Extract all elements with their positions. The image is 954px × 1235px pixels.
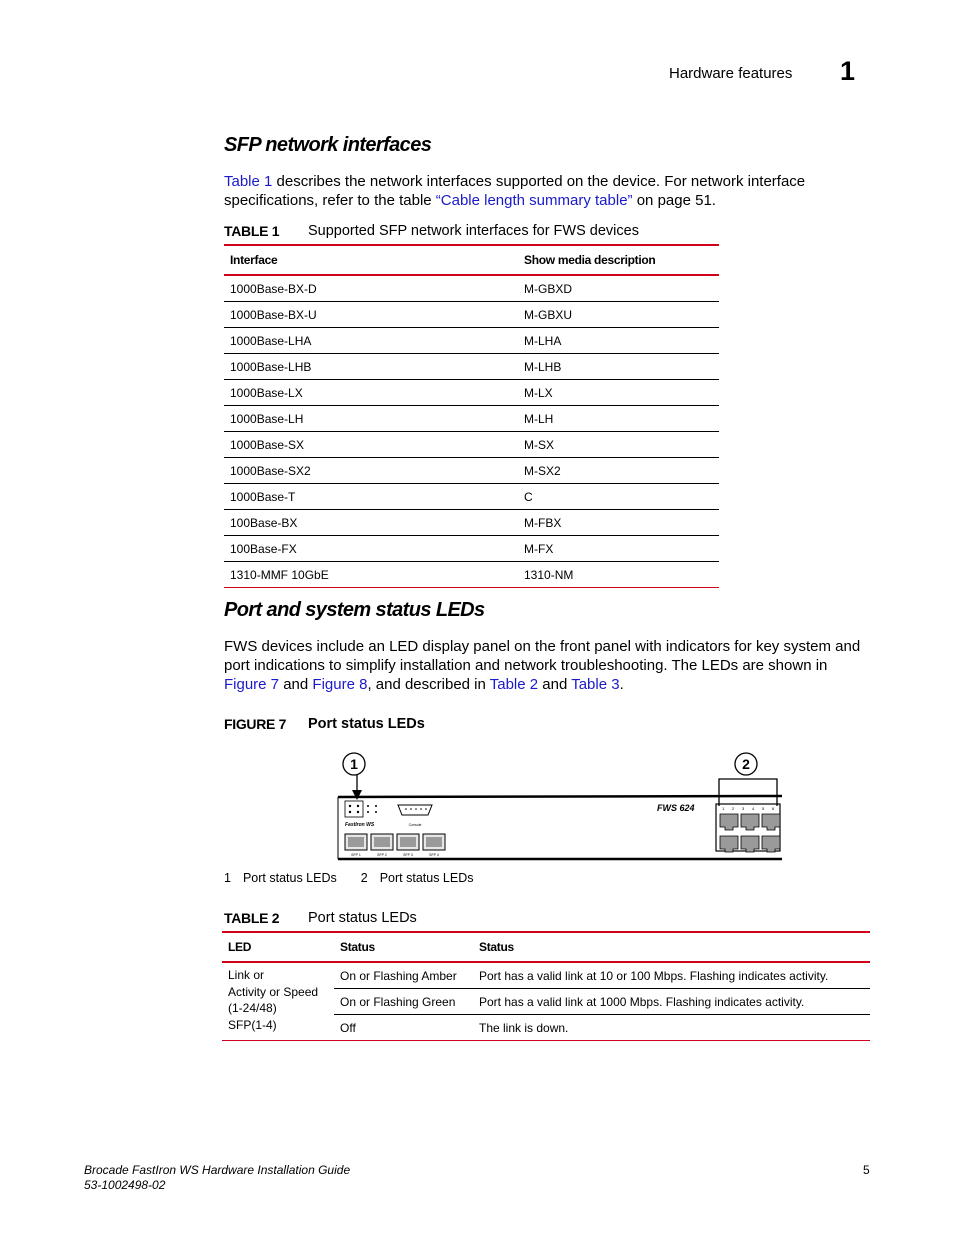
port-number-label: 4 xyxy=(752,806,755,811)
sfp-port-label: SFP 4 xyxy=(429,853,439,857)
sfp-port-label: SFP 3 xyxy=(403,853,413,857)
port-number-label: 5 xyxy=(762,806,765,811)
port-number-label: 6 xyxy=(772,806,775,811)
port-status-leds-figure xyxy=(330,748,790,864)
callout-1 xyxy=(343,753,365,800)
callout-2 xyxy=(719,753,777,806)
sfp-port-label: SFP 1 xyxy=(351,853,361,857)
figure-7-link[interactable]: Figure 7 xyxy=(224,676,280,693)
figure-legend: 1 Port status LEDs 2 Port status LEDs xyxy=(224,871,474,885)
figure-7-label: FIGURE 7 xyxy=(224,716,287,732)
table-cell: M-GBXD xyxy=(518,275,719,302)
sfp-ports xyxy=(345,834,445,857)
footer-title: Brocade FastIron WS Hardware Installation Guide xyxy=(84,1163,351,1177)
table-cell: M-FBX xyxy=(518,510,719,536)
running-header: Hardware features xyxy=(669,65,793,82)
rj45-port xyxy=(762,836,780,852)
table-cell: On or Flashing Green xyxy=(334,989,473,1015)
rj45-port xyxy=(741,836,759,852)
table-cell: 1000Base-T xyxy=(224,484,518,510)
table-row xyxy=(224,302,719,328)
led-cell: Link or Activity or Speed (1-24/48) SFP(1-4) xyxy=(228,968,319,1032)
figure-8-link[interactable]: Figure 8 xyxy=(312,676,368,693)
table-cell: On or Flashing Amber xyxy=(334,962,473,989)
column-header: Status xyxy=(473,932,870,962)
port-status-leds-table xyxy=(222,931,870,1041)
cable-length-link[interactable]: “Cable length summary table” xyxy=(435,192,633,209)
table-cell: 1000Base-BX-D xyxy=(224,275,518,302)
rj45-port xyxy=(720,836,738,852)
table-cell: 1000Base-LX xyxy=(224,380,518,406)
table-cell: Port has a valid link at 10 or 100 Mbps. Flashing indicates activity. xyxy=(473,962,870,989)
section-heading-leds: Port and system status LEDs xyxy=(224,599,485,621)
table-row xyxy=(224,380,719,406)
console-label: Console xyxy=(408,823,422,827)
svg-text:2: 2 xyxy=(742,756,750,772)
table-row xyxy=(224,510,719,536)
port-number-label: 1 xyxy=(722,806,725,811)
device-model: FWS 624 xyxy=(657,803,695,813)
table-cell: 1000Base-LHB xyxy=(224,354,518,380)
table-2-link[interactable]: Table 2 xyxy=(489,676,539,693)
column-header: Show media description xyxy=(518,245,719,275)
rj45-port xyxy=(762,814,780,830)
table-row xyxy=(224,328,719,354)
sfp-port-cage xyxy=(400,837,416,847)
svg-text:1: 1 xyxy=(350,756,358,772)
rj45-port xyxy=(741,814,759,830)
chapter-number: 1 xyxy=(840,56,856,86)
table-cell: M-FX xyxy=(518,536,719,562)
table-row xyxy=(224,536,719,562)
table-cell: M-LHA xyxy=(518,328,719,354)
table-row xyxy=(224,562,719,588)
table-2-title: Port status LEDs xyxy=(308,910,417,926)
sfp-port-cage xyxy=(348,837,364,847)
table-cell: M-LH xyxy=(518,406,719,432)
table-cell: C xyxy=(518,484,719,510)
table-cell: 1310-MMF 10GbE xyxy=(230,567,329,582)
table-row xyxy=(224,406,719,432)
page-number: 5 xyxy=(863,1163,870,1177)
switch-chassis xyxy=(338,796,782,859)
sfp-paragraph: Table 1 describes the network interfaces supported on the device. For network interface specifications, refer to the table “Cable length summary table” on page 51. xyxy=(224,173,806,209)
table-row xyxy=(222,962,870,989)
table-cell: The link is down. xyxy=(479,1020,569,1035)
table-cell: M-GBXU xyxy=(518,302,719,328)
table-cell: Off xyxy=(340,1020,356,1035)
table-cell: M-SX2 xyxy=(518,458,719,484)
table-cell: M-LX xyxy=(518,380,719,406)
port-number-label: 3 xyxy=(742,806,745,811)
table-1-link[interactable]: Table 1 xyxy=(224,173,273,190)
table-cell: M-SX xyxy=(518,432,719,458)
sfp-interfaces-table xyxy=(224,244,719,588)
rj45-ports xyxy=(720,806,780,852)
figure-7-title: Port status LEDs xyxy=(308,716,425,732)
column-header: Status xyxy=(334,932,473,962)
table-cell: 1000Base-LHA xyxy=(224,328,518,354)
table-row xyxy=(224,275,719,302)
table-cell: 1000Base-BX-U xyxy=(224,302,518,328)
port-number-label: 2 xyxy=(732,806,735,811)
section-heading-sfp: SFP network interfaces xyxy=(224,134,432,156)
sfp-port-cage xyxy=(426,837,442,847)
table-3-link[interactable]: Table 3 xyxy=(571,676,620,693)
device-brand: FastIron WS xyxy=(345,822,375,828)
table-row xyxy=(224,484,719,510)
table-cell: 1000Base-LH xyxy=(224,406,518,432)
table-1-title: Supported SFP network interfaces for FWS devices xyxy=(308,223,639,239)
column-header: Interface xyxy=(224,245,518,275)
footer-doc-number: 53-1002498-02 xyxy=(84,1178,166,1192)
table-row xyxy=(224,354,719,380)
table-2-label: TABLE 2 xyxy=(224,910,280,926)
table-cell: 1000Base-SX2 xyxy=(224,458,518,484)
sfp-port-label: SFP 2 xyxy=(377,853,387,857)
table-cell: 1310-NM xyxy=(524,567,574,582)
table-cell: M-LHB xyxy=(518,354,719,380)
leds-paragraph: FWS devices include an LED display panel on the front panel with indicators for key system and port indications to simplify installation and network troubleshooting. The LEDs are shown in Figure 7 and Figure 8, and described in Table 2 and Table 3. xyxy=(224,638,861,693)
table-row xyxy=(224,432,719,458)
table-cell: 100Base-FX xyxy=(224,536,518,562)
column-header: LED xyxy=(222,932,334,962)
table-cell: 1000Base-SX xyxy=(224,432,518,458)
table-cell: Port has a valid link at 1000 Mbps. Flashing indicates activity. xyxy=(473,989,870,1015)
table-1-label: TABLE 1 xyxy=(224,223,280,239)
table-row xyxy=(224,458,719,484)
table-cell: 100Base-BX xyxy=(224,510,518,536)
sfp-port-cage xyxy=(374,837,390,847)
rj45-port xyxy=(720,814,738,830)
